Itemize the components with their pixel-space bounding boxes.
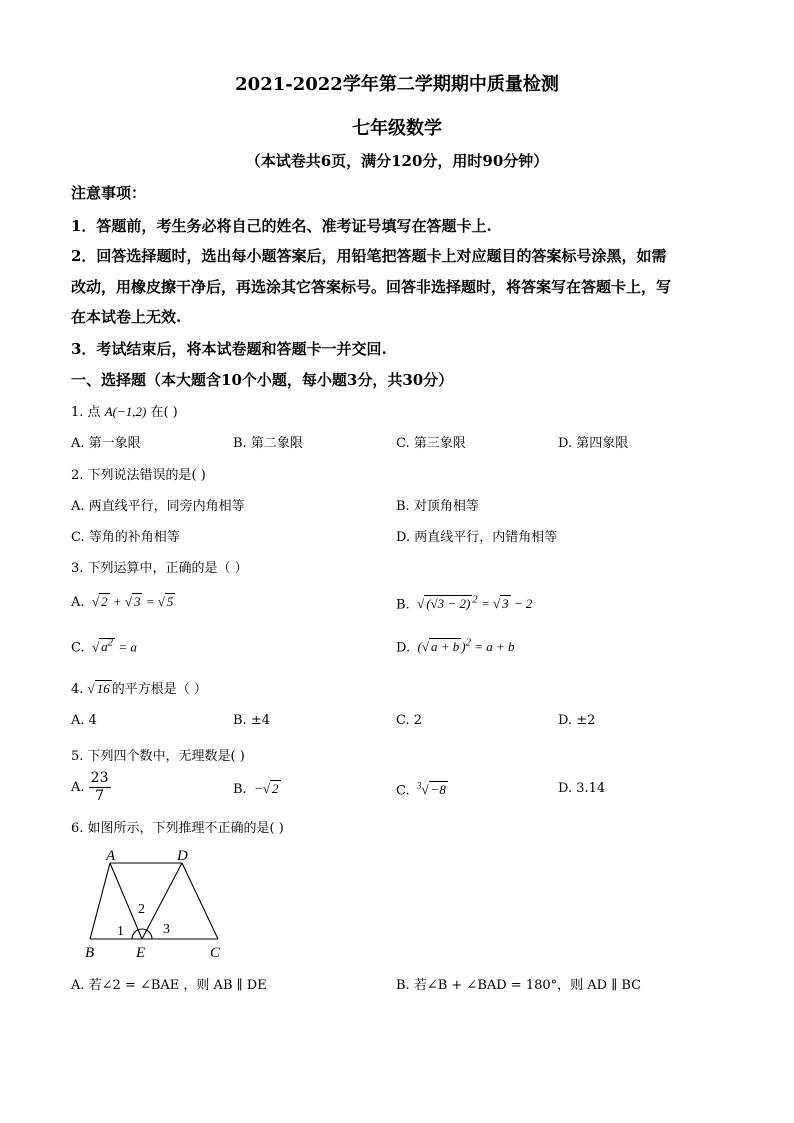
q4-post: 的平方根是（ ） [111,682,207,697]
q5-a-fraction [89,770,111,805]
q3-d-exp: 2 [465,637,471,649]
question-3-stem: 3. 下列运算中，正确的是（ ） [71,561,248,576]
q3-b-inner: (√3 − 2) [426,596,471,612]
exam-title: 2021-2022学年第二学期期中质量检测 [235,74,559,95]
q3-c-exp: 2 [107,637,114,649]
q3-option-d[interactable]: D. (√ a + b )$^2$ = a + b [396,637,515,656]
angle-arc [132,929,152,939]
q3-b-exp: 2 [472,594,478,606]
section-heading: 一、选择题（本大题含10个小题，每小题3分，共30分） [71,371,454,389]
q5-c-index: 3 [417,781,422,791]
q5-a-label: A. [71,780,85,795]
q4-option-b[interactable]: B. ±4 [233,713,270,728]
segment-ab [90,863,110,939]
q5-option-a[interactable] [71,770,111,805]
q3-a-rad2: 3 [133,594,141,609]
label-b: B [85,945,95,961]
question-2-stem: 2. 下列说法错误的是( ) [71,468,206,483]
q2-option-b[interactable]: B. 对顶角相等 [396,499,479,514]
q1-option-a[interactable]: A. 第一象限 [71,436,141,451]
q5-a-den: 7 [95,788,105,804]
q3-a-rad3: 5 [166,594,174,609]
q3-d-label: D. [396,640,411,656]
geometry-figure [80,845,240,965]
q2-option-a[interactable]: A. 两直线平行，同旁内角相等 [71,499,245,514]
angle-label-3: 3 [163,922,170,937]
q2-option-c[interactable]: C. 等角的补角相等 [71,530,180,545]
q5-b-val: 2 [272,781,279,796]
notice-item-2-line1: 2．回答选择题时，选出每小题答案后，用铅笔把答题卡上对应题目的答案标号涂黑，如需 [71,247,667,265]
q1-option-d[interactable]: D. 第四象限 [558,436,629,451]
q5-option-c[interactable]: C. $^3$√ −8 [396,781,446,799]
q4-option-d[interactable]: D. ±2 [558,713,596,728]
label-d: D [177,848,188,864]
notice-item-2-line2: 改动，用橡皮擦干净后，再选涂其它答案标号。回答非选择题时，将答案写在答题卡上，写 [71,278,672,296]
q3-a-rad1: 2 [101,594,108,609]
q1-point: A(−1,2) [104,404,147,419]
q3-d-inner: a + b [430,639,460,655]
q3-c-label: C. [71,640,85,656]
segment-dc [182,863,218,939]
q3-option-b[interactable]: B. √ (√3 − 2) $^2$ = √ 3 − 2 [396,594,533,613]
q3-b-rhs-rad: 3 [502,596,509,612]
q5-b-label: B. [233,782,247,797]
q3-b-rhs-tail: − 2 [513,596,533,612]
q4-option-a[interactable]: A. 4 [71,713,97,728]
label-c: C [210,945,221,961]
q5-option-b[interactable]: B. −√ 2 [233,781,279,797]
label-e: E [136,945,146,961]
question-1-stem [71,401,178,420]
q1-option-c[interactable]: C. 第三象限 [396,436,466,451]
q3-b-label: B. [396,597,410,613]
segment-ae [110,863,142,939]
question-5-stem: 5. 下列四个数中，无理数是( ) [71,749,245,764]
q5-option-d[interactable]: D. 3.14 [558,781,606,796]
q5-a-num: 23 [90,770,109,786]
q3-option-c[interactable]: C. √ $a^2 = a$ [71,637,137,656]
label-a: A [106,848,116,864]
notice-item-2-line3: 在本试卷上无效. [71,308,182,326]
q6-option-a[interactable]: A. 若∠2 = ∠BAE ，则 AB ∥ DE [71,978,267,993]
angle-label-1: 1 [117,924,124,939]
q3-c-rhs: = a [118,639,137,655]
angle-label-2: 2 [138,902,145,917]
segment-de [142,863,182,939]
notice-item-3: 3．考试结束后，将本试卷题和答题卡一并交回. [71,340,387,358]
q2-option-d[interactable]: D. 两直线平行，内错角相等 [396,530,558,545]
q6-option-b[interactable]: B. 若∠B + ∠BAD = 180°，则 AD ∥ BC [396,978,642,993]
q4-pre: 4. [71,682,84,697]
q4-option-c[interactable]: C. 2 [396,713,423,728]
q1-pre: 1. 点 [71,405,101,420]
q5-c-val: −8 [430,782,446,798]
q3-option-a[interactable]: A. √ 2 + √ 3 = √ 5 [71,594,174,610]
exam-note: （本试卷共6页，满分120分，用时90分钟） [245,152,549,170]
q4-rad: 16 [96,681,110,696]
q3-c-rad: a [101,639,108,655]
notice-item-1: 1．答题前，考生务必将自己的姓名、准考证号填写在答题卡上. [71,217,492,235]
q5-c-label: C. [396,783,410,799]
question-4-stem: 4. √ 16 的平方根是（ ） [71,681,207,697]
q1-post: 在( ) [150,405,178,420]
q3-a-label: A. [71,595,85,610]
exam-subject: 七年级数学 [352,118,442,139]
q1-option-b[interactable]: B. 第二象限 [233,436,303,451]
question-6-stem: 6. 如图所示，下列推理不正确的是( ) [71,821,284,836]
notice-heading: 注意事项： [71,184,147,202]
q3-d-rhs: = a + b [474,639,515,655]
